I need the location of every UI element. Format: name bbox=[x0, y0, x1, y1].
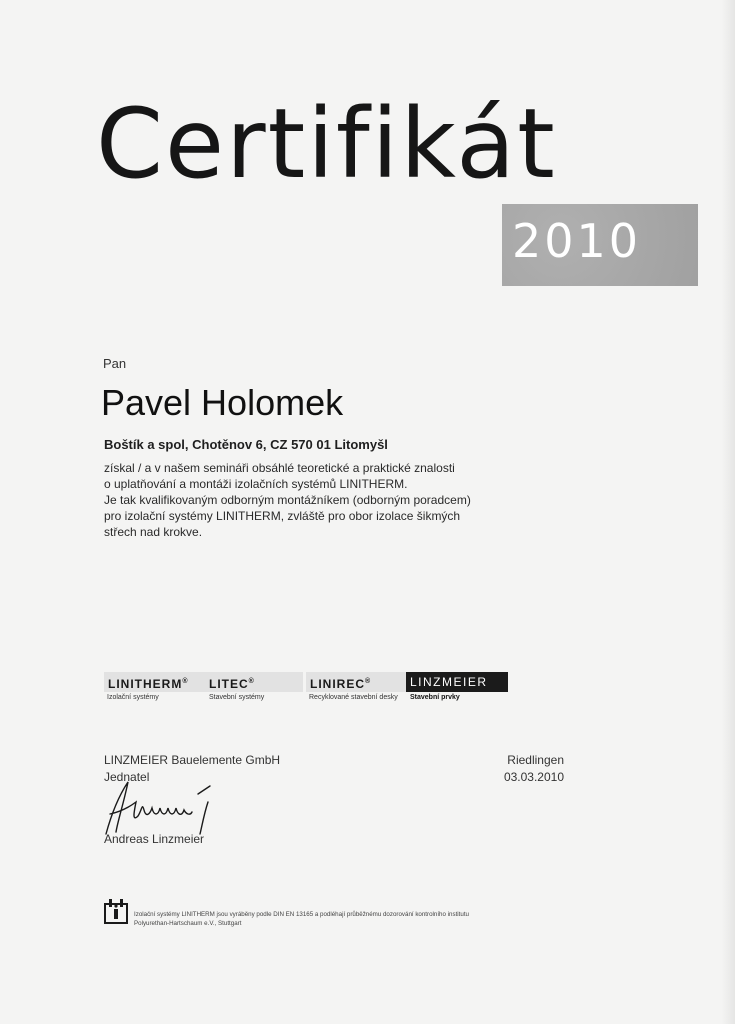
brand-linirec: LINIREC® bbox=[306, 672, 406, 692]
footnote-line: Izolační systémy LINITHERM jsou vyráběny podle DIN EN 13165 a podléhají průběžnému dozorování kontrolního institutu bbox=[134, 911, 469, 918]
brand-linirec-subtitle: Recyklované stavební desky bbox=[309, 694, 398, 701]
body-line: střech nad krokve. bbox=[104, 525, 203, 539]
quality-seal-icon bbox=[104, 898, 128, 924]
signer-name: Andreas Linzmeier bbox=[104, 832, 205, 846]
body-line: Je tak kvalifikovaným odborným montážníkem (odborným poradcem) bbox=[104, 493, 471, 507]
body-line: pro izolační systémy LINITHERM, zvláště pro obor izolace šikmých bbox=[104, 509, 461, 523]
brand-linzmeier: LINZMEIER bbox=[406, 672, 508, 692]
certificate-body bbox=[104, 460, 524, 540]
body-line: získal / a v našem semináři obsáhlé teoretické a praktické znalosti bbox=[104, 461, 455, 475]
certification-footnote bbox=[134, 910, 469, 928]
issue-date: 03.03.2010 bbox=[503, 770, 564, 784]
issuer-role: Jednatel bbox=[104, 770, 150, 784]
recipient-address: Boštík a spol, Chotěnov 6, CZ 570 01 Litomyšl bbox=[104, 437, 388, 452]
body-line: o uplatňování a montáži izolačních systémů LINITHERM. bbox=[104, 477, 408, 491]
recipient-name: Pavel Holomek bbox=[101, 382, 344, 423]
place-date-block bbox=[490, 752, 564, 786]
salutation: Pan bbox=[103, 356, 127, 371]
certificate-year: 2010 bbox=[512, 214, 642, 268]
brand-litec-subtitle: Stavební systémy bbox=[209, 694, 265, 701]
footnote-line: Polyurethan-Hartschaum e.V., Stuttgart bbox=[134, 920, 242, 927]
brand-litec: LITEC® bbox=[205, 672, 303, 692]
brand-linitherm: LINITHERM® bbox=[104, 672, 206, 692]
issue-place: Riedlingen bbox=[507, 753, 564, 767]
issuer-company: LINZMEIER Bauelemente GmbH bbox=[104, 753, 281, 767]
certificate-title: Certifikát bbox=[96, 88, 557, 200]
brand-linzmeier-subtitle: Stavební prvky bbox=[410, 694, 460, 701]
brand-linitherm-subtitle: Izolační systémy bbox=[107, 694, 159, 701]
